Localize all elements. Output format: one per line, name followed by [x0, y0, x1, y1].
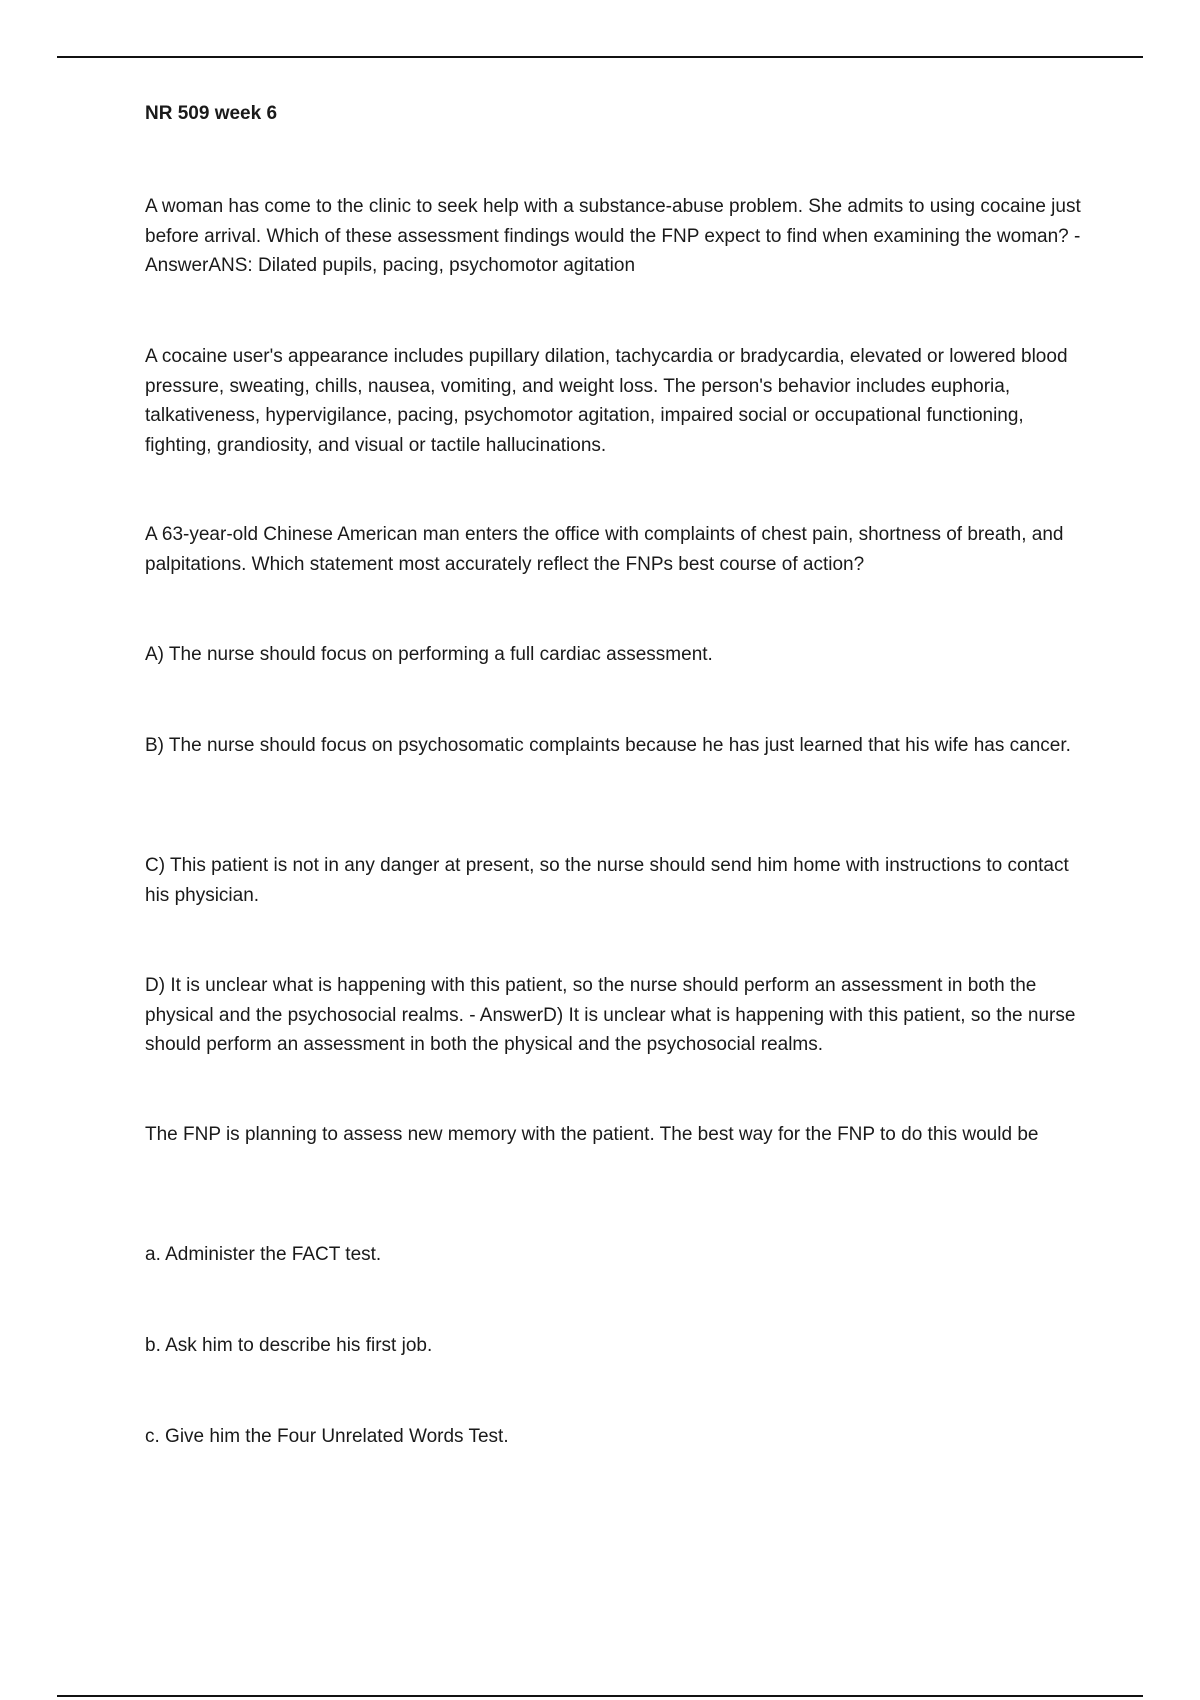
choice-b: b. Ask him to describe his first job.	[145, 1335, 433, 1356]
question-2: A 63-year-old Chinese American man enters the office with complaints of chest pain, shortness of breath, and palpitations. Which statement most accurately reflect the FNPs best course of action?	[145, 524, 1064, 575]
choice-c: c. Give him the Four Unrelated Words Test.	[145, 1426, 509, 1447]
option-d-answer: D) It is unclear what is happening with this patient, so the nurse should perform an assessment in both the physical and the psychosocial realms. - AnswerD) It is unclear what is happening with this patient, so the nurse should perform an assessment in both the physical and the psychosocial realms.	[145, 975, 1076, 1055]
explanation-1: A cocaine user's appearance includes pupillary dilation, tachycardia or bradycardia, elevated or lowered blood pressure, sweating, chills, nausea, vomiting, and weight loss. The person's behavior includes euphoria, talkativeness, hypervigilance, pacing, psychomotor agitation, impaired social or occupational functioning, fighting, grandiosity, and visual or tactile hallucinations.	[145, 346, 1068, 456]
option-c: C) This patient is not in any danger at present, so the nurse should send him home with instructions to contact his physician.	[145, 855, 1069, 906]
document-body	[145, 100, 1085, 1447]
choice-a: a. Administer the FACT test.	[145, 1244, 382, 1265]
document-title: NR 509 week 6	[145, 103, 278, 124]
header-rule	[57, 56, 1143, 58]
question-1: A woman has come to the clinic to seek help with a substance-abuse problem. She admits to using cocaine just before arrival. Which of these assessment findings would the FNP expect to find when examining the woman? - AnswerANS: Dilated pupils, pacing, psychomotor agitation	[145, 196, 1081, 276]
question-3: The FNP is planning to assess new memory with the patient. The best way for the FNP to do this would be	[145, 1124, 1039, 1145]
option-a: A) The nurse should focus on performing a full cardiac assessment.	[145, 644, 713, 665]
option-b: B) The nurse should focus on psychosomatic complaints because he has just learned that his wife has cancer.	[145, 735, 1071, 756]
footer-rule	[57, 1695, 1143, 1697]
